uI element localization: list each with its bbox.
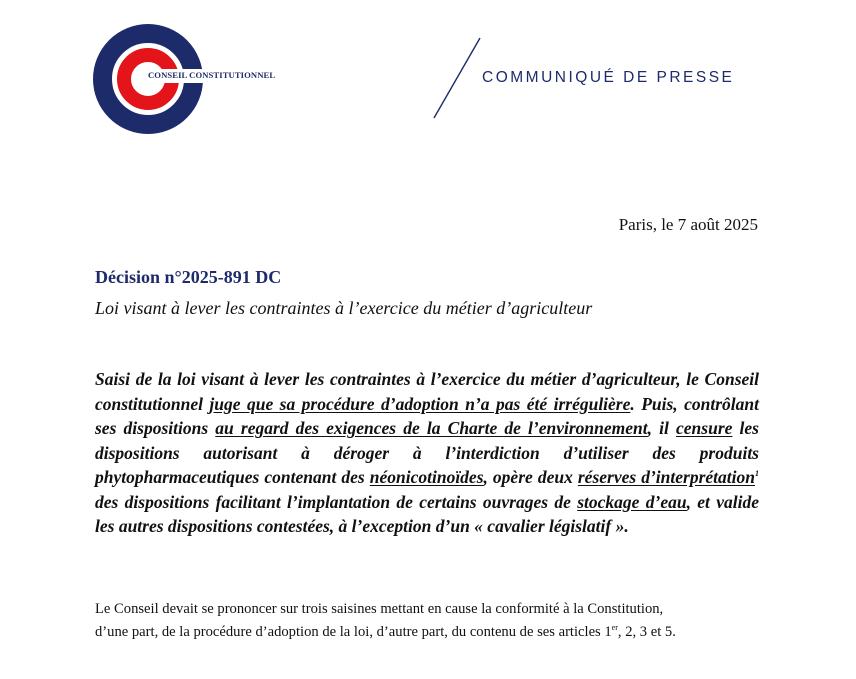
summary-highlight: censure xyxy=(676,418,733,438)
body-line-text: , 2, 3 et 5. xyxy=(617,624,676,640)
summary-text: des dispositions facilitant l’implantation de certains ouvrages de xyxy=(95,491,578,512)
summary-text: , il xyxy=(647,418,677,438)
summary-highlight: juge que sa procédure d’adoption n’a pas été irrégulière xyxy=(209,393,631,414)
decision-number: Décision n°2025-891 DC xyxy=(95,267,282,287)
summary-highlight: au regard des exigences de la Charte de l’environnement xyxy=(215,418,648,438)
body-line-text: d’une part, de la procédure d’adoption de la loi, d’autre part, du contenu de ses articles 1 xyxy=(95,624,612,640)
body-line xyxy=(95,621,760,644)
document-type: COMMUNIQUÉ DE PRESSE xyxy=(482,69,735,86)
summary-highlight: néonicotinoïdes xyxy=(369,467,484,487)
body-line: Le Conseil devait se prononcer sur trois saisines mettant en cause la conformité à la Constitution, xyxy=(95,601,664,617)
summary-highlight: stockage d’eau xyxy=(577,491,687,512)
ordinal-suffix: er xyxy=(611,623,618,633)
law-title: Loi visant à lever les contraintes à l’exercice du métier d’agriculteur xyxy=(95,298,593,318)
body-paragraph xyxy=(95,598,760,644)
summary-paragraph xyxy=(95,367,759,539)
date-line: Paris, le 7 août 2025 xyxy=(618,215,758,234)
footnote-marker[interactable]: 1 xyxy=(755,469,759,479)
summary-text: Saisi de la loi visant à lever les contraintes à l’exercice du métier d’agriculteur, le Conseil constitutionnel xyxy=(95,369,759,414)
summary-text: , opère deux xyxy=(483,467,578,487)
summary-highlight: réserves d’interprétation xyxy=(577,467,755,487)
summary-text: . Puis, contrôlant ses dispositions xyxy=(95,393,760,438)
logo-text: CONSEIL CONSTITUTIONNEL xyxy=(148,70,276,80)
divider-slash xyxy=(430,36,484,120)
conseil-logo xyxy=(92,24,276,134)
summary-text: , et valide les autres dispositions contestées, à l’exception d’un « cavalier législatif ». xyxy=(95,491,759,536)
summary-text: les dispositions autorisant à déroger à l’interdiction d’utiliser des produits phytopharmaceutiques contenant des xyxy=(95,418,759,487)
